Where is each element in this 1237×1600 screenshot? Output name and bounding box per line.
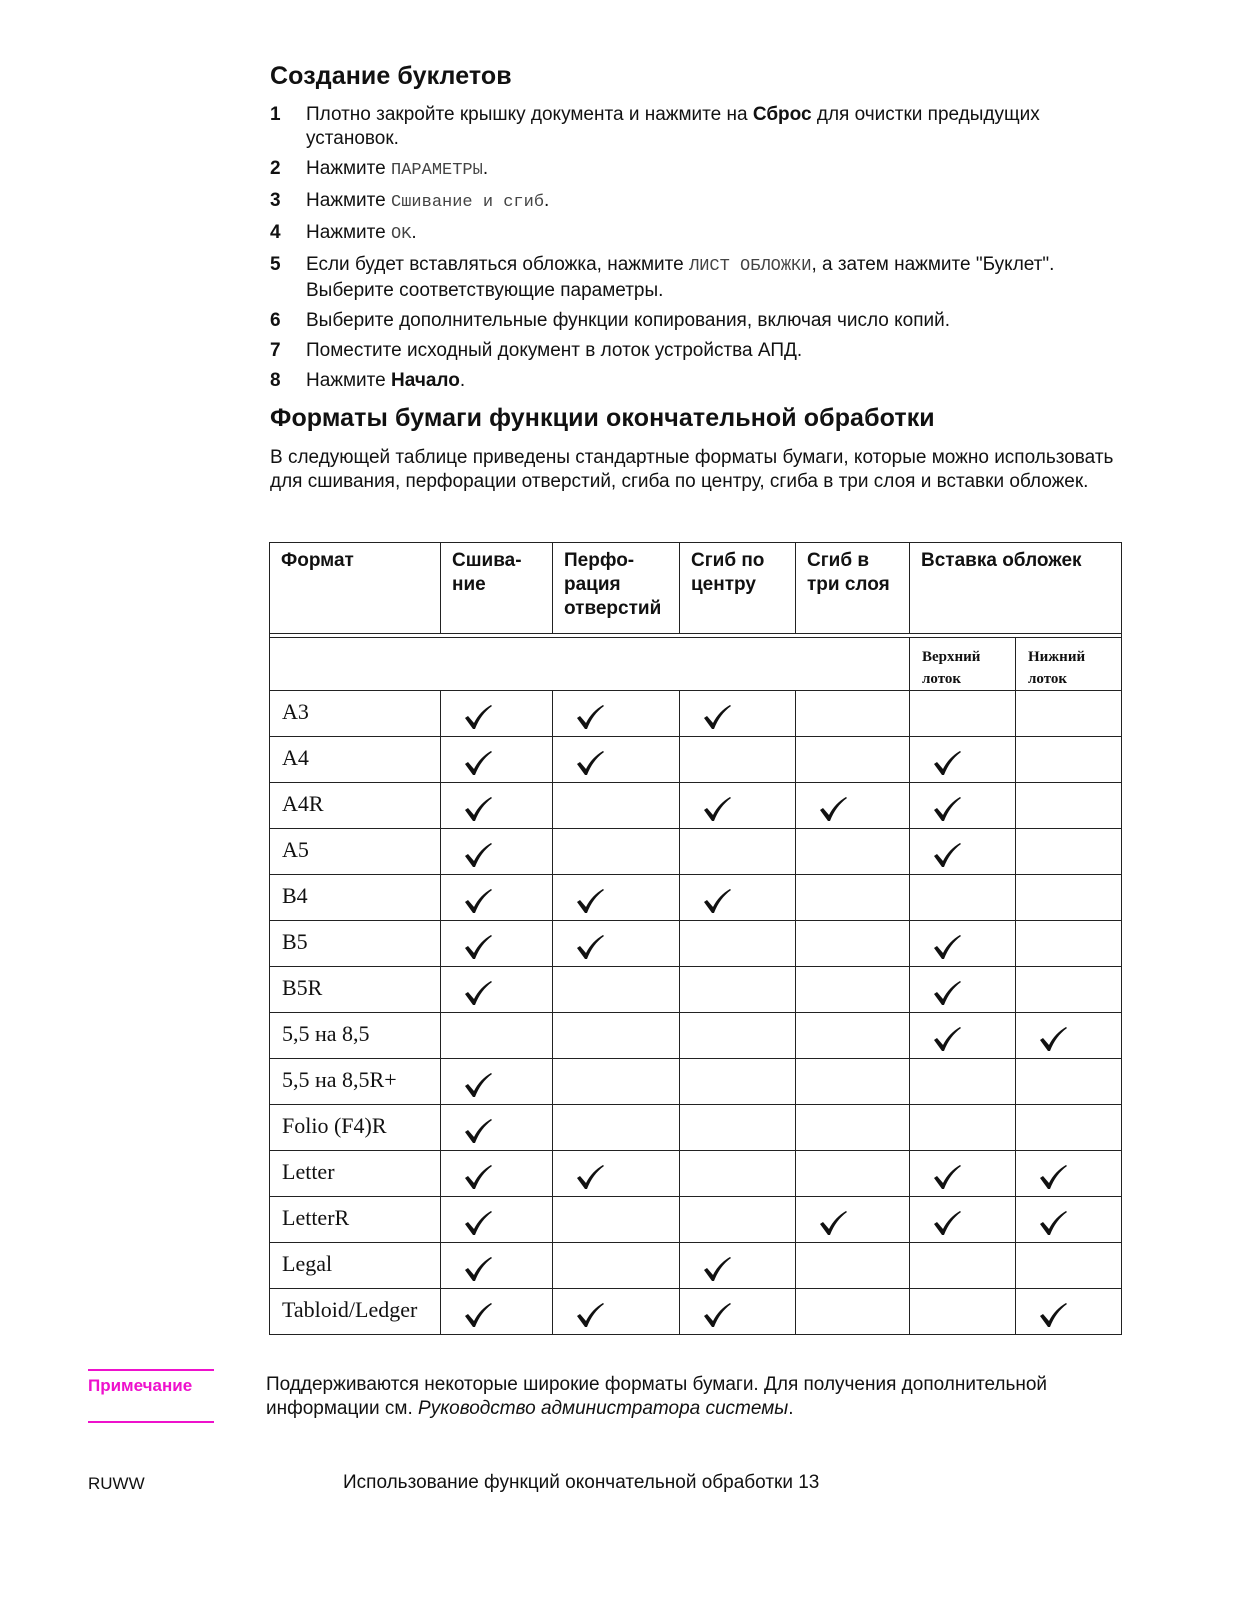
cell-tri-fold bbox=[796, 1197, 910, 1243]
cell-hole-punch bbox=[553, 967, 680, 1013]
cell-center-fold bbox=[680, 875, 796, 921]
cell-center-fold bbox=[680, 967, 796, 1013]
cell-tri-fold bbox=[796, 967, 910, 1013]
cell-stitching bbox=[441, 1105, 553, 1151]
check-icon bbox=[818, 1210, 848, 1236]
check-icon bbox=[463, 888, 493, 914]
step-text: Если будет вставляться обложка, нажмите bbox=[306, 254, 690, 275]
note-rule-top bbox=[88, 1369, 214, 1371]
check-icon bbox=[932, 1164, 962, 1190]
format-cell bbox=[270, 1059, 441, 1105]
step-number: 2 bbox=[270, 158, 281, 179]
cell-center-fold bbox=[680, 1289, 796, 1335]
cell-tri-fold bbox=[796, 1243, 910, 1289]
check-icon bbox=[463, 1256, 493, 1282]
check-icon bbox=[575, 1164, 605, 1190]
format-name: A5 bbox=[282, 837, 309, 862]
subheader-upper-tray: Верхний лоток bbox=[922, 649, 981, 687]
step-number: 5 bbox=[270, 254, 281, 275]
table-row bbox=[270, 1105, 1122, 1151]
format-cell bbox=[270, 1151, 441, 1197]
cell-tri-fold bbox=[796, 921, 910, 967]
step-text: Нажмите bbox=[306, 158, 392, 179]
step-text: Поместите исходный документ в лоток устройства АПД. bbox=[306, 340, 803, 361]
cell-hole-punch bbox=[553, 737, 680, 783]
check-icon bbox=[575, 934, 605, 960]
check-icon bbox=[463, 842, 493, 868]
cell-cover-upper-tray bbox=[910, 1197, 1016, 1243]
format-name: B5R bbox=[282, 975, 323, 1000]
cell-stitching bbox=[441, 921, 553, 967]
step-item bbox=[270, 339, 1130, 363]
format-cell bbox=[270, 737, 441, 783]
step-text: Нажмите bbox=[306, 222, 392, 243]
table-header-row bbox=[270, 543, 1122, 634]
cell-cover-upper-tray bbox=[910, 1289, 1016, 1335]
cell-cover-upper-tray bbox=[910, 967, 1016, 1013]
step-item bbox=[270, 221, 1130, 247]
step-text: Нажмите bbox=[306, 370, 392, 391]
header-format: Формат bbox=[270, 543, 441, 634]
format-name: B5 bbox=[282, 929, 308, 954]
cell-tri-fold bbox=[796, 783, 910, 829]
cell-hole-punch bbox=[553, 1197, 680, 1243]
step-number: 3 bbox=[270, 190, 281, 211]
step-screen-option: ЛИСТ ОБЛОЖКИ bbox=[689, 257, 812, 276]
table-row bbox=[270, 1243, 1122, 1289]
cell-stitching bbox=[441, 737, 553, 783]
cell-cover-lower-tray bbox=[1016, 1013, 1122, 1059]
section-title-booklets: Создание буклетов bbox=[270, 62, 512, 90]
format-name: Folio (F4)R bbox=[282, 1113, 387, 1138]
cell-hole-punch bbox=[553, 783, 680, 829]
note-text-reference: Руководство администратора системы bbox=[418, 1398, 789, 1419]
step-item bbox=[270, 309, 1130, 333]
cell-hole-punch bbox=[553, 1243, 680, 1289]
cell-center-fold bbox=[680, 829, 796, 875]
section-title-paper-formats: Форматы бумаги функции окончательной обработки bbox=[270, 404, 935, 432]
check-icon bbox=[818, 796, 848, 822]
table-row bbox=[270, 1197, 1122, 1243]
format-cell bbox=[270, 1105, 441, 1151]
paper-formats-table bbox=[269, 542, 1122, 1335]
step-text: . bbox=[459, 370, 466, 391]
check-icon bbox=[702, 1256, 732, 1282]
cell-hole-punch bbox=[553, 1289, 680, 1335]
cell-cover-lower-tray bbox=[1016, 829, 1122, 875]
format-cell bbox=[270, 783, 441, 829]
cell-cover-lower-tray bbox=[1016, 783, 1122, 829]
format-name: LetterR bbox=[282, 1205, 350, 1230]
check-icon bbox=[463, 750, 493, 776]
cell-tri-fold bbox=[796, 829, 910, 875]
table-subheader-row bbox=[270, 638, 1122, 691]
header-cover-insert: Вставка обложек bbox=[910, 543, 1122, 634]
cell-stitching bbox=[441, 691, 553, 737]
cell-center-fold bbox=[680, 1059, 796, 1105]
header-tri-fold: Сгиб в три слоя bbox=[796, 543, 910, 634]
cell-tri-fold bbox=[796, 1151, 910, 1197]
cell-cover-lower-tray bbox=[1016, 875, 1122, 921]
step-number: 1 bbox=[270, 104, 281, 125]
check-icon bbox=[702, 796, 732, 822]
header-hole-punch: Перфо- рация отверстий bbox=[553, 543, 680, 634]
step-number: 7 bbox=[270, 340, 281, 361]
step-screen-option: ПАРАМЕТРЫ bbox=[391, 161, 483, 180]
step-text: . bbox=[411, 222, 417, 243]
format-cell bbox=[270, 1289, 441, 1335]
cell-tri-fold bbox=[796, 1289, 910, 1335]
cell-cover-lower-tray bbox=[1016, 737, 1122, 783]
check-icon bbox=[463, 1072, 493, 1098]
table-body bbox=[270, 691, 1122, 1335]
step-text: для очистки предыдущих установок. bbox=[306, 104, 1040, 149]
format-name: A4 bbox=[282, 745, 309, 770]
check-icon bbox=[1038, 1026, 1068, 1052]
cell-cover-upper-tray bbox=[910, 737, 1016, 783]
footer-locale: RUWW bbox=[88, 1474, 145, 1493]
cell-stitching bbox=[441, 829, 553, 875]
cell-hole-punch bbox=[553, 1151, 680, 1197]
step-item bbox=[270, 103, 1130, 151]
cell-hole-punch bbox=[553, 1013, 680, 1059]
paper-formats-intro: В следующей таблице приведены стандартные форматы бумаги, которые можно использовать для сшивания, перфорации отверстий, сгиба по центру, сгиба в три слоя и вставки обложек. bbox=[270, 447, 1114, 492]
format-cell bbox=[270, 1197, 441, 1243]
cell-hole-punch bbox=[553, 1059, 680, 1105]
format-cell bbox=[270, 829, 441, 875]
cell-cover-lower-tray bbox=[1016, 1059, 1122, 1105]
cell-center-fold bbox=[680, 921, 796, 967]
table-row bbox=[270, 1013, 1122, 1059]
cell-stitching bbox=[441, 1151, 553, 1197]
cell-cover-upper-tray bbox=[910, 1243, 1016, 1289]
booklet-steps-list bbox=[270, 103, 1130, 399]
cell-center-fold bbox=[680, 691, 796, 737]
cell-center-fold bbox=[680, 737, 796, 783]
step-text: Нажмите bbox=[306, 190, 392, 211]
table-row bbox=[270, 829, 1122, 875]
cell-stitching bbox=[441, 1197, 553, 1243]
cell-tri-fold bbox=[796, 691, 910, 737]
cell-cover-lower-tray bbox=[1016, 921, 1122, 967]
cell-cover-lower-tray bbox=[1016, 1197, 1122, 1243]
step-number: 6 bbox=[270, 310, 281, 331]
step-text: , а затем нажмите "Буклет". Выберите соответствующие параметры. bbox=[306, 254, 1055, 301]
table-row bbox=[270, 921, 1122, 967]
format-cell bbox=[270, 691, 441, 737]
cell-tri-fold bbox=[796, 737, 910, 783]
table-row bbox=[270, 1289, 1122, 1335]
check-icon bbox=[1038, 1210, 1068, 1236]
check-icon bbox=[575, 888, 605, 914]
cell-center-fold bbox=[680, 1105, 796, 1151]
cell-stitching bbox=[441, 1059, 553, 1105]
check-icon bbox=[463, 1302, 493, 1328]
format-name: 5,5 на 8,5R+ bbox=[282, 1067, 397, 1092]
cell-tri-fold bbox=[796, 1105, 910, 1151]
step-item bbox=[270, 253, 1130, 303]
note-text bbox=[266, 1373, 1126, 1421]
check-icon bbox=[932, 842, 962, 868]
check-icon bbox=[463, 704, 493, 730]
step-text: . bbox=[482, 158, 489, 179]
cell-hole-punch bbox=[553, 1105, 680, 1151]
check-icon bbox=[702, 888, 732, 914]
note-text-end: . bbox=[788, 1398, 794, 1419]
cell-stitching bbox=[441, 783, 553, 829]
check-icon bbox=[932, 934, 962, 960]
header-center-fold: Сгиб по центру bbox=[680, 543, 796, 634]
cell-cover-lower-tray bbox=[1016, 1243, 1122, 1289]
table-row bbox=[270, 783, 1122, 829]
format-name: A4R bbox=[282, 791, 324, 816]
cell-center-fold bbox=[680, 1013, 796, 1059]
format-cell bbox=[270, 1243, 441, 1289]
check-icon bbox=[702, 704, 732, 730]
check-icon bbox=[932, 750, 962, 776]
cell-hole-punch bbox=[553, 921, 680, 967]
cell-hole-punch bbox=[553, 691, 680, 737]
check-icon bbox=[463, 1118, 493, 1144]
step-item bbox=[270, 369, 1130, 393]
cell-cover-upper-tray bbox=[910, 1105, 1016, 1151]
check-icon bbox=[463, 796, 493, 822]
cell-hole-punch bbox=[553, 875, 680, 921]
check-icon bbox=[1038, 1164, 1068, 1190]
cell-cover-upper-tray bbox=[910, 829, 1016, 875]
step-screen-option: Сшивание и сгиб bbox=[391, 193, 545, 212]
table-row bbox=[270, 1151, 1122, 1197]
format-cell bbox=[270, 967, 441, 1013]
check-icon bbox=[1038, 1302, 1068, 1328]
subheader-lower-tray-cell bbox=[1016, 638, 1122, 691]
cell-cover-lower-tray bbox=[1016, 1151, 1122, 1197]
step-key-name: Начало bbox=[391, 370, 460, 391]
check-icon bbox=[932, 796, 962, 822]
cell-cover-upper-tray bbox=[910, 1013, 1016, 1059]
cell-cover-upper-tray bbox=[910, 921, 1016, 967]
cell-tri-fold bbox=[796, 1059, 910, 1105]
step-item bbox=[270, 189, 1130, 215]
step-key-name: Сброс bbox=[752, 104, 812, 125]
cell-center-fold bbox=[680, 1197, 796, 1243]
cell-cover-lower-tray bbox=[1016, 1289, 1122, 1335]
subheader-empty-cell bbox=[270, 638, 910, 691]
table-row bbox=[270, 1059, 1122, 1105]
cell-cover-upper-tray bbox=[910, 691, 1016, 737]
check-icon bbox=[932, 1210, 962, 1236]
cell-cover-upper-tray bbox=[910, 1151, 1016, 1197]
step-screen-option: OK bbox=[391, 225, 412, 244]
check-icon bbox=[575, 704, 605, 730]
cell-stitching bbox=[441, 875, 553, 921]
step-number: 8 bbox=[270, 370, 281, 391]
cell-cover-upper-tray bbox=[910, 1059, 1016, 1105]
check-icon bbox=[575, 1302, 605, 1328]
check-icon bbox=[463, 980, 493, 1006]
table-row bbox=[270, 691, 1122, 737]
subheader-upper-tray-cell bbox=[910, 638, 1016, 691]
check-icon bbox=[575, 750, 605, 776]
check-icon bbox=[702, 1302, 732, 1328]
format-name: Letter bbox=[282, 1159, 335, 1184]
cell-hole-punch bbox=[553, 829, 680, 875]
cell-tri-fold bbox=[796, 875, 910, 921]
format-cell bbox=[270, 1013, 441, 1059]
header-stitching: Сшива- ние bbox=[441, 543, 553, 634]
format-name: Legal bbox=[282, 1251, 333, 1276]
check-icon bbox=[463, 1164, 493, 1190]
cell-cover-lower-tray bbox=[1016, 967, 1122, 1013]
cell-center-fold bbox=[680, 1243, 796, 1289]
subheader-lower-tray: Нижний лоток bbox=[1028, 649, 1086, 687]
cell-stitching bbox=[441, 1013, 553, 1059]
cell-cover-lower-tray bbox=[1016, 1105, 1122, 1151]
cell-stitching bbox=[441, 1289, 553, 1335]
table-row bbox=[270, 737, 1122, 783]
step-item bbox=[270, 157, 1130, 183]
format-name: B4 bbox=[282, 883, 308, 908]
cell-stitching bbox=[441, 967, 553, 1013]
check-icon bbox=[463, 934, 493, 960]
cell-center-fold bbox=[680, 1151, 796, 1197]
cell-cover-lower-tray bbox=[1016, 691, 1122, 737]
format-name: A3 bbox=[282, 699, 309, 724]
format-name: Tabloid/Ledger bbox=[282, 1297, 418, 1322]
step-text: Выберите дополнительные функции копирования, включая число копий. bbox=[306, 310, 951, 331]
check-icon bbox=[463, 1210, 493, 1236]
step-text: Плотно закройте крышку документа и нажмите на bbox=[306, 104, 753, 125]
cell-cover-upper-tray bbox=[910, 875, 1016, 921]
cell-tri-fold bbox=[796, 1013, 910, 1059]
footer-page-title: Использование функций окончательной обработки 13 bbox=[343, 1472, 820, 1493]
check-icon bbox=[932, 1026, 962, 1052]
table-row bbox=[270, 875, 1122, 921]
check-icon bbox=[932, 980, 962, 1006]
step-text: . bbox=[544, 190, 550, 211]
note-text-main: Поддерживаются некоторые широкие форматы бумаги. Для получения дополнительной информации см. bbox=[266, 1374, 1048, 1419]
format-cell bbox=[270, 921, 441, 967]
step-number: 4 bbox=[270, 222, 281, 243]
format-name: 5,5 на 8,5 bbox=[282, 1021, 370, 1046]
cell-cover-upper-tray bbox=[910, 783, 1016, 829]
cell-center-fold bbox=[680, 783, 796, 829]
table-row bbox=[270, 967, 1122, 1013]
format-cell bbox=[270, 875, 441, 921]
note-rule-bottom bbox=[88, 1421, 214, 1423]
cell-stitching bbox=[441, 1243, 553, 1289]
note-label: Примечание bbox=[88, 1376, 193, 1395]
